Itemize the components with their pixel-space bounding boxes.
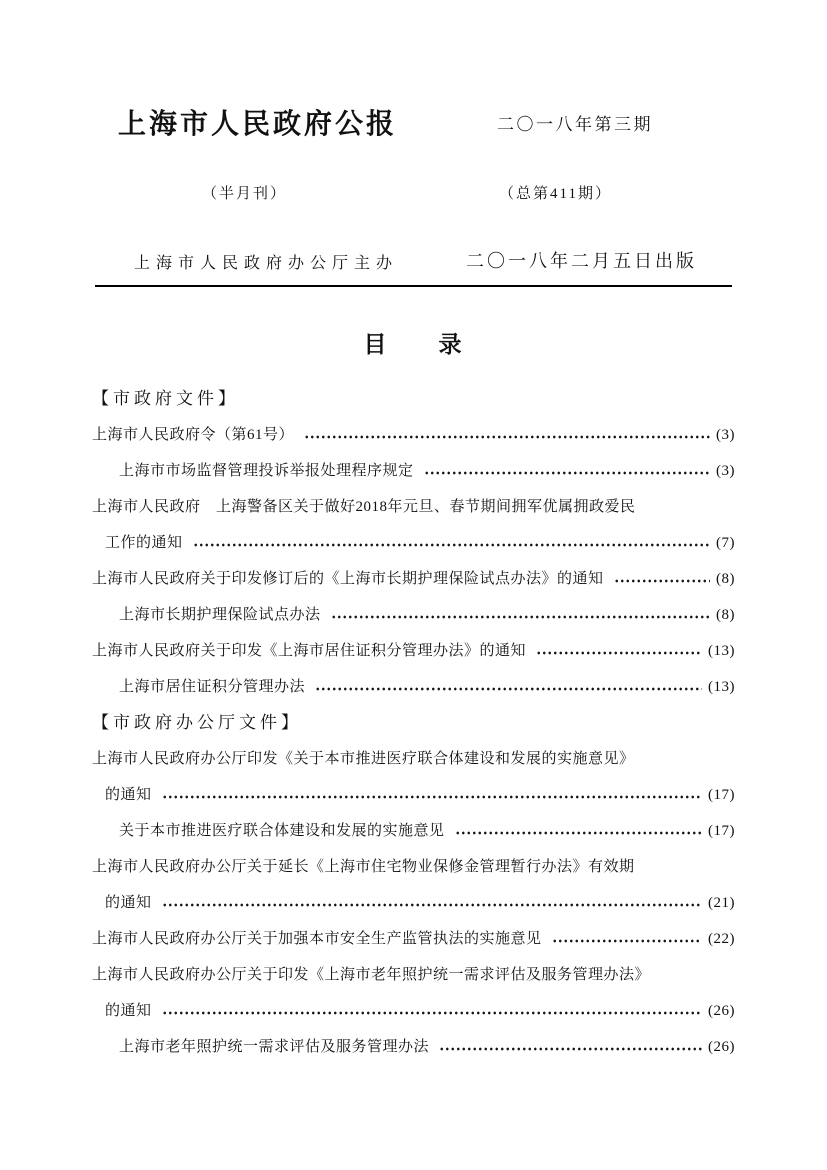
dot-leader	[162, 993, 702, 1029]
entry-title: 关于本市推进医疗联合体建设和发展的实施意见	[119, 822, 445, 839]
masthead	[0, 0, 827, 288]
toc-section	[92, 381, 735, 705]
toc-entry-line	[92, 957, 735, 993]
toc-entry-line	[92, 1029, 735, 1065]
toc-entry-line	[92, 525, 735, 561]
entry-title: 的通知	[105, 1002, 152, 1019]
entry-title: 上海市长期护理保险试点办法	[119, 606, 321, 623]
entry-title: 上海市人民政府办公厅关于印发《上海市老年照护统一需求评估及服务管理办法》	[92, 966, 651, 983]
entry-title: 的通知	[105, 786, 152, 803]
cumulative-issue-label: （总第411期）	[499, 186, 612, 202]
page-number: (21)	[708, 894, 735, 911]
page-number: (17)	[708, 822, 735, 839]
dot-leader	[315, 669, 702, 705]
entry-title: 工作的通知	[105, 534, 183, 551]
page-number: (22)	[708, 930, 735, 947]
publish-date-label: 二〇一八年二月五日出版	[466, 251, 697, 271]
dot-leader	[162, 777, 702, 813]
toc-entry-line	[92, 813, 735, 849]
toc-section	[92, 705, 735, 1065]
dot-leader	[304, 417, 710, 453]
toc-entry-line	[92, 777, 735, 813]
toc-sections	[92, 381, 735, 1065]
gazette-title: 上海市人民政府公报	[118, 109, 398, 140]
page-number: (8)	[716, 606, 735, 623]
toc-entry-line	[92, 993, 735, 1029]
dot-leader	[614, 561, 710, 597]
page-number: (17)	[708, 786, 735, 803]
dot-leader	[536, 633, 702, 669]
toc-entry-line	[92, 885, 735, 921]
toc-entry-line	[92, 489, 735, 525]
page-number: (3)	[716, 426, 735, 443]
dot-leader	[162, 885, 702, 921]
section-header: 【市政府办公厅文件】	[92, 712, 302, 732]
toc-entry-line	[92, 741, 735, 777]
page-number: (8)	[716, 570, 735, 587]
toc-entry-line	[92, 921, 735, 957]
masthead-divider	[95, 285, 732, 287]
entry-title: 上海市人民政府令（第61号）	[92, 426, 295, 443]
dot-leader	[331, 597, 710, 633]
toc-entry-line	[92, 597, 735, 633]
toc-entry-line	[92, 453, 735, 489]
page-number: (26)	[708, 1002, 735, 1019]
entry-title: 上海市人民政府办公厅印发《关于本市推进医疗联合体建设和发展的实施意见》	[92, 750, 635, 767]
toc-entry-line	[92, 417, 735, 453]
entry-title: 的通知	[105, 894, 152, 911]
toc-entry-line	[92, 561, 735, 597]
dot-leader	[439, 1029, 702, 1065]
dot-leader	[193, 525, 710, 561]
dot-leader	[424, 453, 710, 489]
page-number: (26)	[708, 1038, 735, 1055]
entry-title: 上海市人民政府关于印发《上海市居住证积分管理办法》的通知	[92, 642, 527, 659]
publisher-label: 上海市人民政府办公厅主办	[134, 255, 399, 272]
toc-entry-line	[92, 633, 735, 669]
entry-title: 上海市人民政府关于印发修订后的《上海市长期护理保险试点办法》的通知	[92, 570, 604, 587]
toc-entry-line	[92, 669, 735, 705]
page-number: (7)	[716, 534, 735, 551]
page-number: (13)	[708, 678, 735, 695]
dot-leader	[455, 813, 702, 849]
entry-title: 上海市人民政府 上海警备区关于做好2018年元旦、春节期间拥军优属拥政爱民	[92, 498, 636, 515]
issue-number: 二〇一八年第三期	[497, 115, 653, 134]
entry-title: 上海市老年照护统一需求评估及服务管理办法	[119, 1038, 430, 1055]
table-of-contents	[0, 288, 827, 1065]
entry-title: 上海市人民政府办公厅关于延长《上海市住宅物业保修金管理暂行办法》有效期	[92, 858, 635, 875]
toc-title: 目 录	[363, 332, 464, 357]
section-header: 【市政府文件】	[92, 388, 239, 408]
page-number: (13)	[708, 642, 735, 659]
entry-title: 上海市市场监督管理投诉举报处理程序规定	[119, 462, 414, 479]
entry-title: 上海市居住证积分管理办法	[119, 678, 306, 695]
entry-title: 上海市人民政府办公厅关于加强本市安全生产监管执法的实施意见	[92, 930, 542, 947]
toc-entry-line	[92, 849, 735, 885]
page-number: (3)	[716, 462, 735, 479]
dot-leader	[552, 921, 702, 957]
frequency-label: （半月刊）	[202, 186, 288, 202]
